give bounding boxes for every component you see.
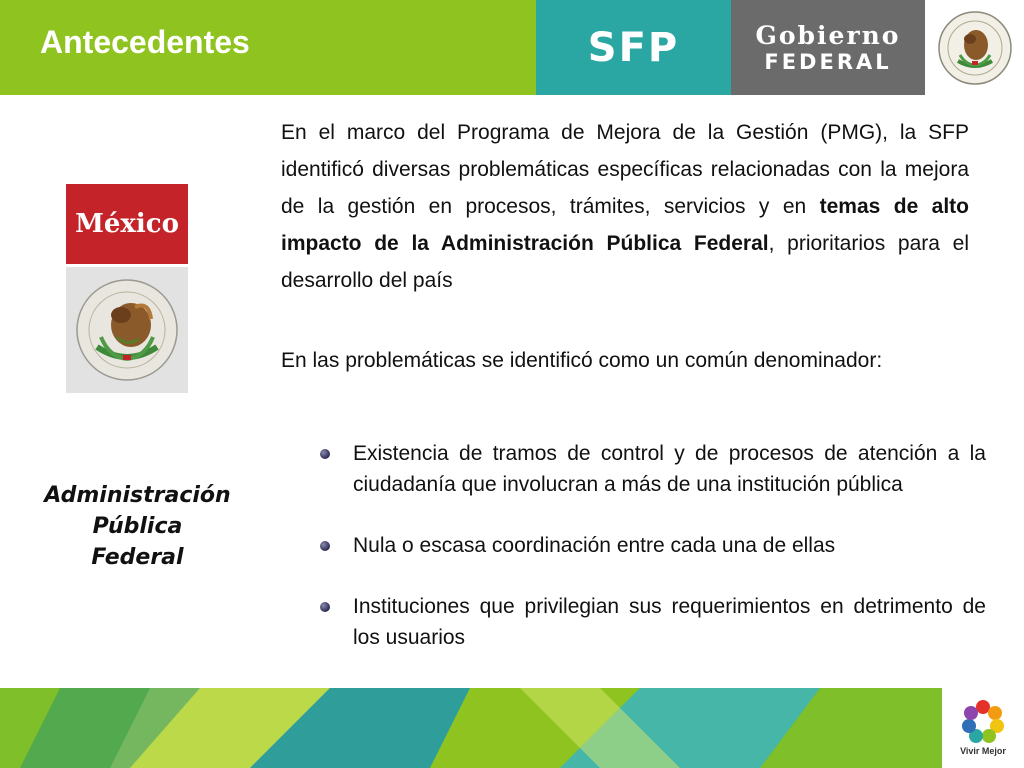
list-item (318, 530, 986, 561)
institution-caption (30, 480, 245, 573)
problem-list (318, 438, 986, 683)
mexico-logo-banner (66, 184, 188, 264)
vivir-mejor-text: Vivir Mejor (960, 746, 1006, 756)
list-item-text: Instituciones que privilegian sus requerimientos en detrimento de los usuarios (353, 595, 986, 649)
header-title-band (0, 0, 536, 95)
caption-line: Administración (44, 483, 231, 508)
gobierno-logo-line1: Gobierno (755, 20, 901, 50)
vivir-mejor-logo (942, 688, 1024, 768)
list-item (318, 438, 986, 500)
mexico-logo (66, 184, 188, 393)
header-bar (0, 0, 1024, 95)
footer-decorative-band (0, 688, 1024, 768)
slide-title: Antecedentes (40, 24, 250, 60)
mexico-logo-text: México (75, 209, 179, 239)
list-item (318, 591, 986, 653)
caption-line: Federal (91, 545, 184, 570)
vivir-mejor-flower-icon (960, 698, 1006, 744)
intro-text: En el marco del Programa de Mejora de la Gestión (PMG), la SFP identificó diversas problemáticas específicas relacionadas con la mejora de la gestión en procesos, trámites, servicios y en (281, 121, 969, 218)
intro-paragraph (281, 114, 969, 299)
list-item-text: Nula o escasa coordinación entre cada una de ellas (353, 534, 836, 557)
intro-bold-text: temas de alto impacto de la Administración Pública Federal (281, 195, 970, 255)
common-denominator-paragraph: En las problemáticas se identificó como un común denominador: (281, 349, 883, 372)
mexican-eagle-seal-icon (66, 267, 188, 393)
list-item-text: Existencia de tramos de control y de procesos de atención a la ciudadanía que involucran a más de una institución pública (353, 442, 986, 496)
gobierno-federal-logo (731, 0, 925, 95)
bullet-icon (320, 449, 330, 459)
sfp-logo-text: SFP (587, 24, 680, 71)
caption-line: Pública (92, 514, 183, 539)
gobierno-logo-line2: FEDERAL (764, 49, 892, 74)
bullet-icon (320, 602, 330, 612)
intro-text-end: , prioritarios para el desarrollo del país (281, 232, 970, 292)
bullet-icon (320, 541, 330, 551)
header-seal-icon (925, 0, 1024, 95)
sfp-logo (536, 0, 731, 95)
